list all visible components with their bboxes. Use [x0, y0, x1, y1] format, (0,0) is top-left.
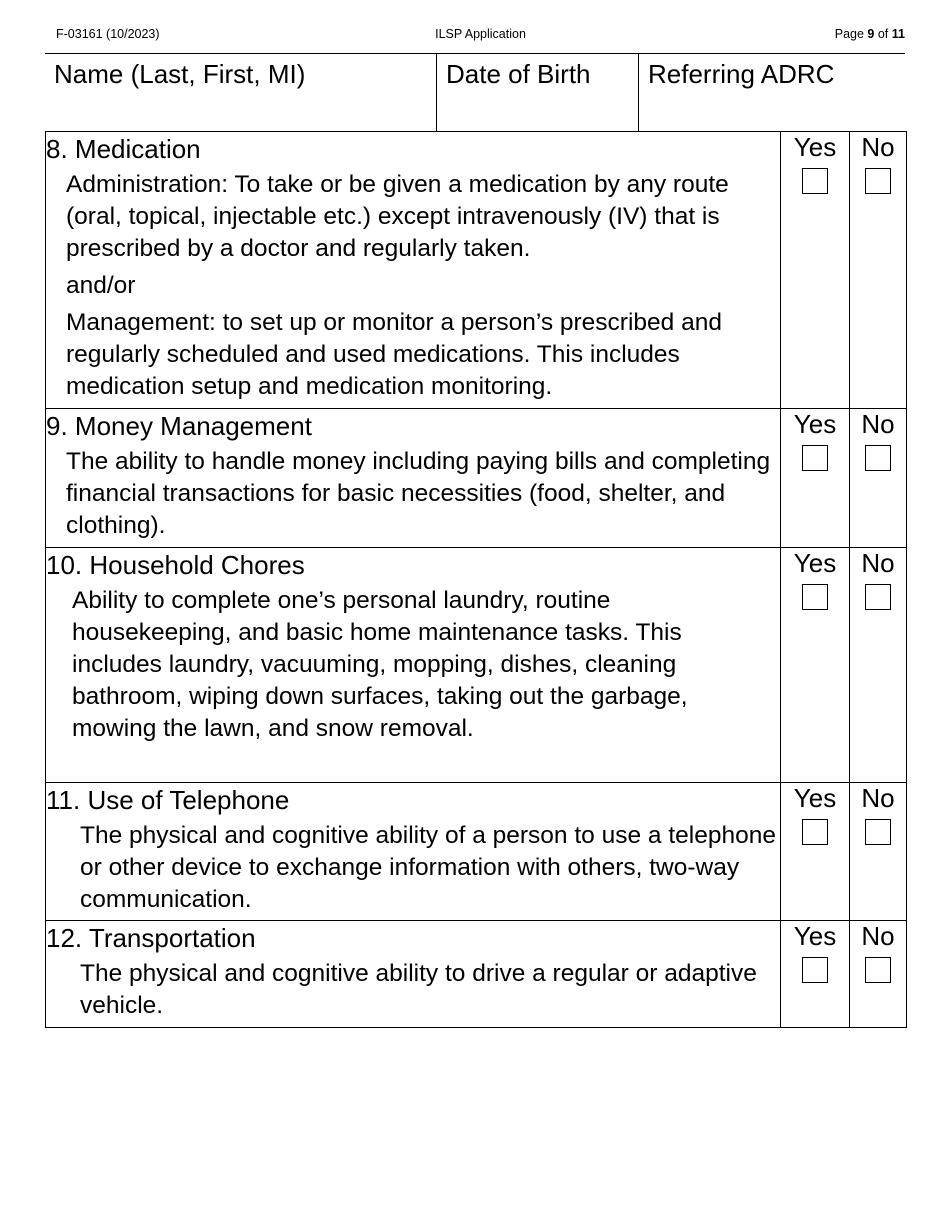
- question-description: [46, 548, 781, 783]
- no-label: No: [861, 921, 895, 951]
- questions-table: [45, 131, 907, 1028]
- no-label: No: [861, 132, 895, 162]
- question-row: [46, 548, 907, 783]
- yes-option: [781, 783, 850, 921]
- form-number: F-03161 (10/2023): [56, 27, 160, 41]
- no-option: [850, 132, 907, 409]
- question-title: 8. Medication: [46, 134, 201, 164]
- page-header: [56, 27, 905, 53]
- page-label: Page: [834, 27, 864, 41]
- page-current: 9: [867, 27, 875, 41]
- question-text: The ability to handle money including paying bills and completing financial transactions for basic necessities (food, shelter, and clothing).: [66, 448, 771, 539]
- identification-row: [45, 54, 905, 131]
- yes-label: Yes: [793, 783, 837, 813]
- question-title: 11. Use of Telephone: [46, 785, 290, 815]
- no-checkbox[interactable]: [865, 819, 891, 845]
- no-checkbox[interactable]: [865, 957, 891, 983]
- yes-checkbox[interactable]: [802, 819, 828, 845]
- dob-label: Date of Birth: [446, 59, 591, 89]
- question-text: Administration: To take or be given a medication by any route (oral, topical, injectable etc.) except intravenously (IV) that is prescribed by a doctor and regularly taken.: [66, 171, 729, 262]
- question-row: [46, 132, 907, 409]
- question-description: [46, 409, 781, 548]
- no-option: [850, 921, 907, 1028]
- yes-option: [781, 548, 850, 783]
- yes-checkbox[interactable]: [802, 445, 828, 471]
- question-title: 10. Household Chores: [46, 550, 305, 580]
- question-description: [46, 783, 781, 921]
- question-text: Management: to set up or monitor a person’s prescribed and regularly scheduled and used medications. This includes medication setup and medication monitoring.: [66, 309, 722, 400]
- page-of: of: [877, 27, 889, 41]
- yes-checkbox[interactable]: [802, 957, 828, 983]
- question-row: [46, 921, 907, 1028]
- yes-checkbox[interactable]: [802, 168, 828, 194]
- no-label: No: [861, 409, 895, 439]
- yes-label: Yes: [793, 548, 837, 578]
- adrc-label: Referring ADRC: [648, 59, 835, 89]
- no-option: [850, 548, 907, 783]
- date-of-birth-field[interactable]: [436, 54, 638, 131]
- referring-adrc-field[interactable]: [638, 54, 905, 131]
- question-text: The physical and cognitive ability of a person to use a telephone or other device to exchange information with others, two-way communication.: [80, 822, 776, 913]
- no-label: No: [861, 783, 895, 813]
- question-title: 9. Money Management: [46, 411, 312, 441]
- yes-option: [781, 132, 850, 409]
- question-description: [46, 132, 781, 409]
- yes-label: Yes: [793, 409, 837, 439]
- no-checkbox[interactable]: [865, 445, 891, 471]
- page-indicator: [835, 27, 905, 41]
- yes-label: Yes: [793, 132, 837, 162]
- question-text: Ability to complete one’s personal laundry, routine housekeeping, and basic home maintenance tasks. This includes laundry, vacuuming, mopping, dishes, cleaning bathroom, wiping down surfaces, taking out the garbage, mowing the lawn, and snow removal.: [72, 587, 688, 742]
- question-row: [46, 783, 907, 921]
- question-row: [46, 409, 907, 548]
- form-title: ILSP Application: [435, 27, 526, 41]
- no-option: [850, 409, 907, 548]
- question-text: The physical and cognitive ability to drive a regular or adaptive vehicle.: [80, 960, 757, 1019]
- question-connector: and/or: [66, 272, 136, 299]
- page-total: 11: [891, 27, 905, 41]
- yes-option: [781, 409, 850, 548]
- yes-checkbox[interactable]: [802, 584, 828, 610]
- no-checkbox[interactable]: [865, 168, 891, 194]
- yes-option: [781, 921, 850, 1028]
- question-title: 12. Transportation: [46, 923, 256, 953]
- no-label: No: [861, 548, 895, 578]
- question-description: [46, 921, 781, 1028]
- name-field[interactable]: [45, 54, 436, 131]
- name-label: Name (Last, First, MI): [54, 59, 306, 89]
- no-option: [850, 783, 907, 921]
- no-checkbox[interactable]: [865, 584, 891, 610]
- yes-label: Yes: [793, 921, 837, 951]
